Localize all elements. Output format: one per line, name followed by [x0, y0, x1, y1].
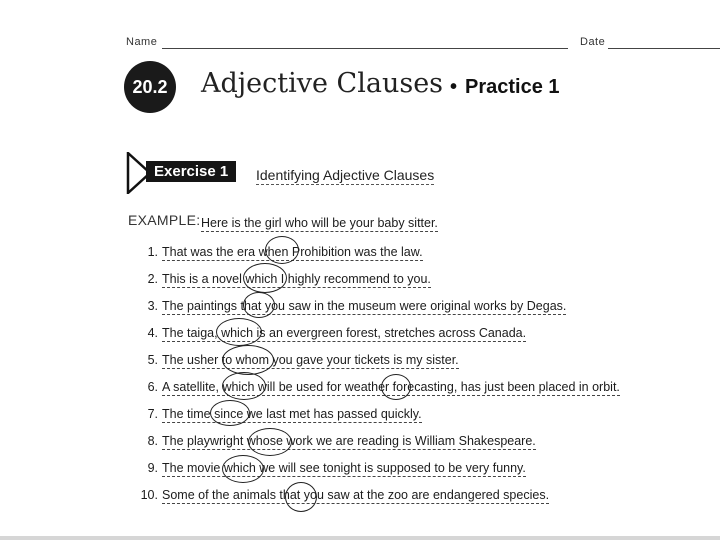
item-text: The playwright whose work we are reading is William Shakespeare.	[162, 434, 536, 448]
annotation-circle	[248, 428, 292, 456]
item-number: 10.	[140, 488, 158, 502]
window-bottom-edge	[0, 536, 720, 540]
item-number: 2.	[147, 272, 158, 286]
annotation-circle	[222, 455, 264, 483]
annotation-circle	[222, 345, 274, 375]
section-badge: 20.2	[124, 61, 176, 113]
page-title: Adjective Clauses	[201, 68, 444, 99]
list-item	[136, 407, 422, 421]
name-label: Name	[126, 36, 158, 48]
list-item	[136, 461, 526, 475]
exercise-title: Identifying Adjective Clauses	[256, 167, 435, 183]
annotation-circle	[265, 236, 299, 264]
list-item	[136, 326, 526, 340]
name-line[interactable]	[162, 48, 568, 49]
list-item	[136, 434, 536, 448]
item-number: 1.	[147, 245, 158, 259]
page-subtitle: Practice 1	[465, 76, 560, 98]
item-number: 3.	[147, 299, 158, 313]
annotation-circle	[285, 482, 317, 512]
item-text: The paintings that you saw in the museum were original works by Degas.	[162, 299, 567, 313]
item-text: This is a novel which I highly recommend to you.	[162, 272, 431, 286]
item-text: The movie which we will see tonight is supposed to be very funny.	[162, 461, 526, 475]
example-label: EXAMPLE:	[128, 212, 201, 228]
item-text: The taiga, which is an evergreen forest, stretches across Canada.	[162, 326, 527, 340]
item-number: 8.	[147, 434, 158, 448]
annotation-circle	[243, 292, 275, 318]
exercise-label: Exercise 1	[146, 161, 236, 182]
annotation-circle	[381, 374, 411, 400]
item-text: Some of the animals that you saw at the zoo are endangered species.	[162, 488, 550, 502]
page-subtitle-bullet: •	[450, 76, 458, 98]
item-number: 4.	[147, 326, 158, 340]
date-label: Date	[580, 36, 606, 48]
list-item	[136, 353, 459, 367]
item-text: That was the era when Prohibition was the law.	[162, 245, 423, 259]
annotation-circle	[222, 372, 266, 400]
example-sentence	[201, 216, 438, 230]
item-number: 6.	[147, 380, 158, 394]
annotation-circle	[243, 263, 287, 293]
item-number: 5.	[147, 353, 158, 367]
item-number: 7.	[147, 407, 158, 421]
list-item	[136, 488, 549, 502]
item-text: The time since we last met has passed quickly.	[162, 407, 422, 421]
annotation-circle	[216, 318, 262, 346]
item-number: 9.	[147, 461, 158, 475]
list-item	[136, 380, 620, 394]
date-line[interactable]	[608, 48, 720, 49]
example-text: Here is the girl who will be your baby sitter.	[201, 216, 438, 230]
annotation-circle	[210, 400, 250, 426]
list-item	[136, 299, 566, 313]
item-text: The usher to whom you gave your tickets is my sister.	[162, 353, 459, 367]
item-text: A satellite, which will be used for weather forecasting, has just been placed in orbit.	[162, 380, 620, 394]
